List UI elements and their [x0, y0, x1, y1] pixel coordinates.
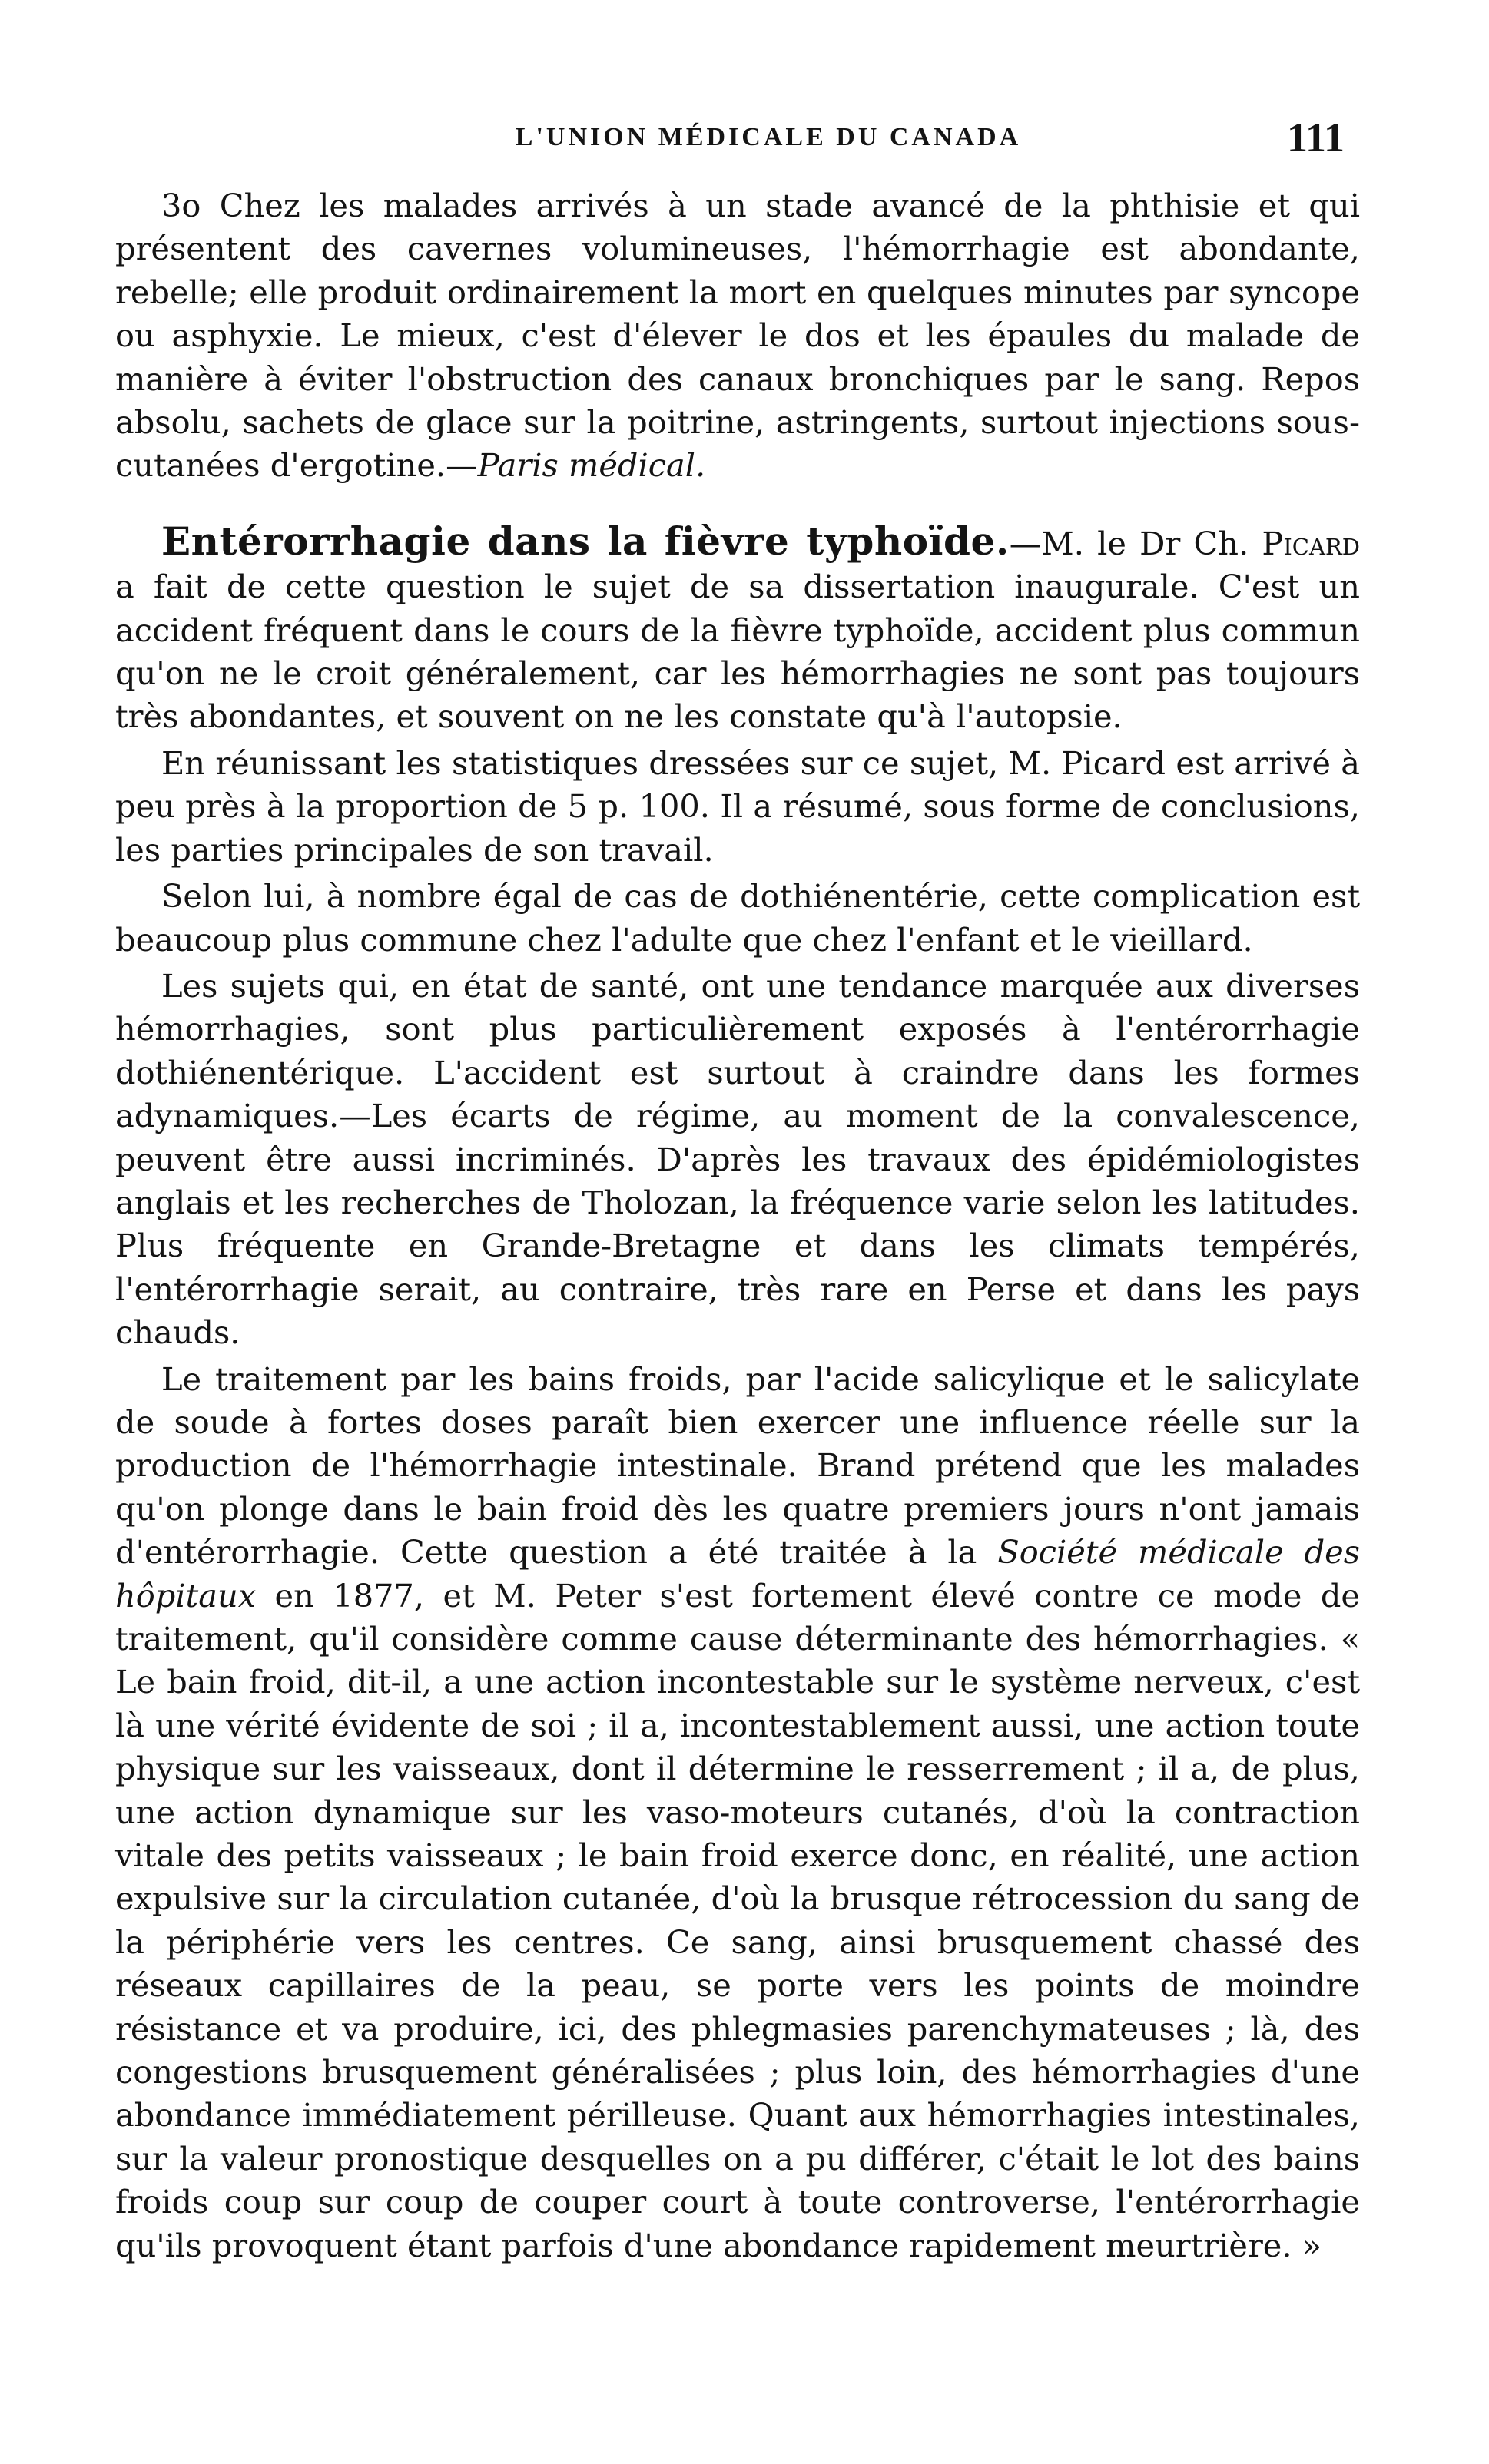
section-intro-text: —M. le Dr Ch. [1009, 524, 1262, 562]
society-name: Société médicale des hôpitaux [115, 1533, 1361, 1615]
paragraph-text-continued: en 1877, et M. Peter s'est fortement élevé contre ce mode de traitement, qu'il considère comme cause déterminante des hémorrhagies. « Le bain froid, dit-il, a une action incontestable sur le système nerveux, c'est là une vérité évidente de soi ; il a, incontestablement aussi, une action toute physique sur les vaisseaux, dont il détermine le resserrement ; il a, de plus, une action dynamique sur les vaso-moteurs cutanés, d'où la contraction vitale des petits vaisseaux ; le bain froid exerce donc, en réalité, une action expulsive sur la circulation cutanée, d'où la brusque rétrocession du sang de la périphérie vers les centres. Ce sang, ainsi brusquement chassé des réseaux capillaires de la peau, se porte vers les points de moindre résistance et va produire, ici, des phlegmasies parenchymateuses ; là, des congestions brusquement généralisées ; plus loin, des hémorrhagies d'une abondance immédiatement périlleuse. Quant aux hémorrhagies intestinales, sur la valeur pronostique desquelles on a pu différer, c'était le lot des bains froids coup sur coup de couper court à toute controverse, l'entérorrhagie qu'ils provoquent étant parfois d'une abondance rapidement meurtrière. » [115, 1576, 1360, 2264]
section-body-text: a fait de cette question le sujet de sa dissertation inaugurale. C'est un accident fréquent dans le cours de la fièvre typhoïde, accident plus commun qu'on ne le croit généralement, car les hémorrhagies ne sont pas toujours très abondantes, et souvent on ne les constate qu'à l'autopsie. [115, 568, 1360, 736]
running-header [192, 114, 1345, 175]
paragraph-section-intro [115, 520, 1360, 739]
running-title: L'UNION MÉDICALE DU CANADA [515, 123, 1022, 151]
source-citation: Paris médical. [477, 446, 706, 485]
author-name: Picard [1262, 524, 1360, 562]
page-number: 111 [1286, 114, 1345, 161]
article-body [115, 184, 1360, 2267]
paragraph-hemoptysis-treatment [115, 184, 1360, 488]
paragraph-text: 3o Chez les malades arrivés à un stade avancé de la phthisie et qui présentent des cavernes volumineuses, l'hémorrhagie est abondante, rebelle; elle produit ordinairement la mort en quelques minutes par syncope ou asphyxie. Le mieux, c'est d'élever le dos et les épaules du malade de manière à éviter l'obstruction des canaux bronchiques par le sang. Repos absolu, sachets de glace sur la poitrine, astringents, surtout injections sous-cutanées d'ergotine.— [115, 187, 1360, 485]
paragraph-text: Le traitement par les bains froids, par l'acide salicylique et le salicylate de soude à fortes doses paraît bien exercer une influence réelle sur la production de l'hémorrhagie intestinale. Brand prétend que les malades qu'on plonge dans le bain froid dès les quatre premiers jours n'ont jamais d'entérorrhagie. Cette question a été traitée à la [115, 1360, 1360, 1571]
paragraph-risk-factors: Les sujets qui, en état de santé, ont une tendance marquée aux diverses hémorrhagies, sont plus particulièrement exposés à l'entérorrhagie dothiénentérique. L'accident est surtout à craindre dans les formes adynamiques.—Les écarts de régime, au moment de la convalescence, peuvent être aussi incriminés. D'après les travaux des épidémiologistes anglais et les recherches de Tholozan, la fréquence varie selon les latitudes. Plus fréquente en Grande-Bretagne et dans les climats tempérés, l'entérorrhagie serait, au contraire, très rare en Perse et dans les pays chauds. [115, 966, 1360, 1352]
section-heading: Entérorrhagie dans la fièvre typhoïde. [161, 518, 1010, 564]
paragraph-age-incidence: Selon lui, à nombre égal de cas de dothiénentérie, cette complication est beaucoup plus commune chez l'adulte que chez l'enfant et le vieillard. [115, 877, 1360, 959]
paragraph-statistics: En réunissant les statistiques dressées sur ce sujet, M. Picard est arrivé à peu près à la proportion de 5 p. 100. Il a résumé, sous forme de conclusions, les parties principales de son travail. [115, 744, 1360, 869]
paragraph-cold-bath-treatment [115, 1358, 1360, 2268]
